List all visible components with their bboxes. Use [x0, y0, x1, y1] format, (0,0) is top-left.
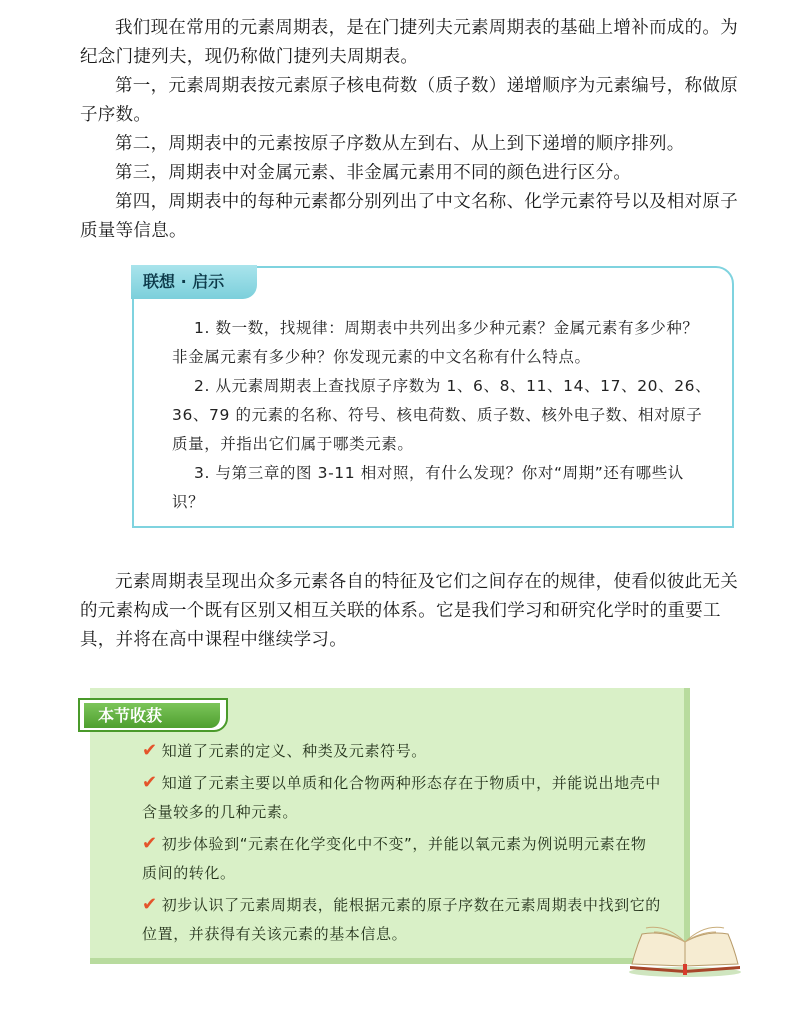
paragraph-intro: 我们现在常用的元素周期表，是在门捷列夫元素周期表的基础上增补而成的。为纪念门捷列夫，现仍称做门捷列夫周期表。: [80, 18, 738, 67]
gain-item-4: ✔ 初步认识了元素周期表，能根据元素的原子序数在元素周期表中找到它的位置，并获得有关该元素的基本信息。: [142, 890, 662, 949]
gain-item-3: ✔ 初步体验到“元素在化学变化中不变”，并能以氧元素为例说明元素在物质间的转化。: [142, 829, 662, 888]
paragraph-fourth: 第四，周期表中的每种元素都分别列出了中文名称、化学元素符号以及相对原子质量等信息。: [80, 192, 738, 241]
section-gains-box: [90, 688, 690, 964]
think-box-title: 联想 · 启示: [131, 265, 257, 299]
gains-tab: [78, 698, 228, 732]
gains-list: [142, 736, 662, 951]
gain-item-1: ✔ 知道了元素的定义、种类及元素符号。: [142, 736, 662, 766]
paragraph-third: 第三，周期表中对金属元素、非金属元素用不同的颜色进行区分。: [115, 163, 632, 183]
paragraph-summary: 元素周期表呈现出众多元素各自的特征及它们之间存在的规律，使看似彼此无关的元素构成一个既有区别又相互关联的体系。它是我们学习和研究化学时的重要工具，并将在高中课程中继续学习。: [80, 572, 738, 650]
gains-title: 本节收获: [84, 703, 220, 728]
think-list: [172, 314, 712, 517]
check-icon: ✔: [142, 894, 158, 915]
think-inspire-box: [132, 266, 734, 528]
check-icon: ✔: [142, 833, 158, 854]
gain-item-2: ✔ 知道了元素主要以单质和化合物两种形态存在于物质中，并能说出地壳中含量较多的几种元素。: [142, 768, 662, 827]
paragraph-second: 第二，周期表中的元素按原子序数从左到右、从上到下递增的顺序排列。: [115, 134, 685, 154]
check-icon: ✔: [142, 772, 158, 793]
think-item-2: 2. 从元素周期表上查找原子序数为 1、6、8、11、14、17、20、26、36、79 的元素的名称、符号、核电荷数、质子数、核外电子数、相对原子质量，并指出它们属于哪类元素。: [172, 377, 712, 453]
think-item-1: 1. 数一数，找规律：周期表中共列出多少种元素？金属元素有多少种？非金属元素有多少种？你发现元素的中文名称有什么特点。: [172, 319, 699, 366]
open-book-icon: [626, 920, 744, 978]
paragraph-first: 第一，元素周期表按元素原子核电荷数（质子数）递增顺序为元素编号，称做原子序数。: [80, 76, 738, 125]
think-item-3: 3. 与第三章的图 3-11 相对照，有什么发现？你对“周期”还有哪些认识？: [172, 464, 684, 511]
check-icon: ✔: [142, 740, 158, 761]
